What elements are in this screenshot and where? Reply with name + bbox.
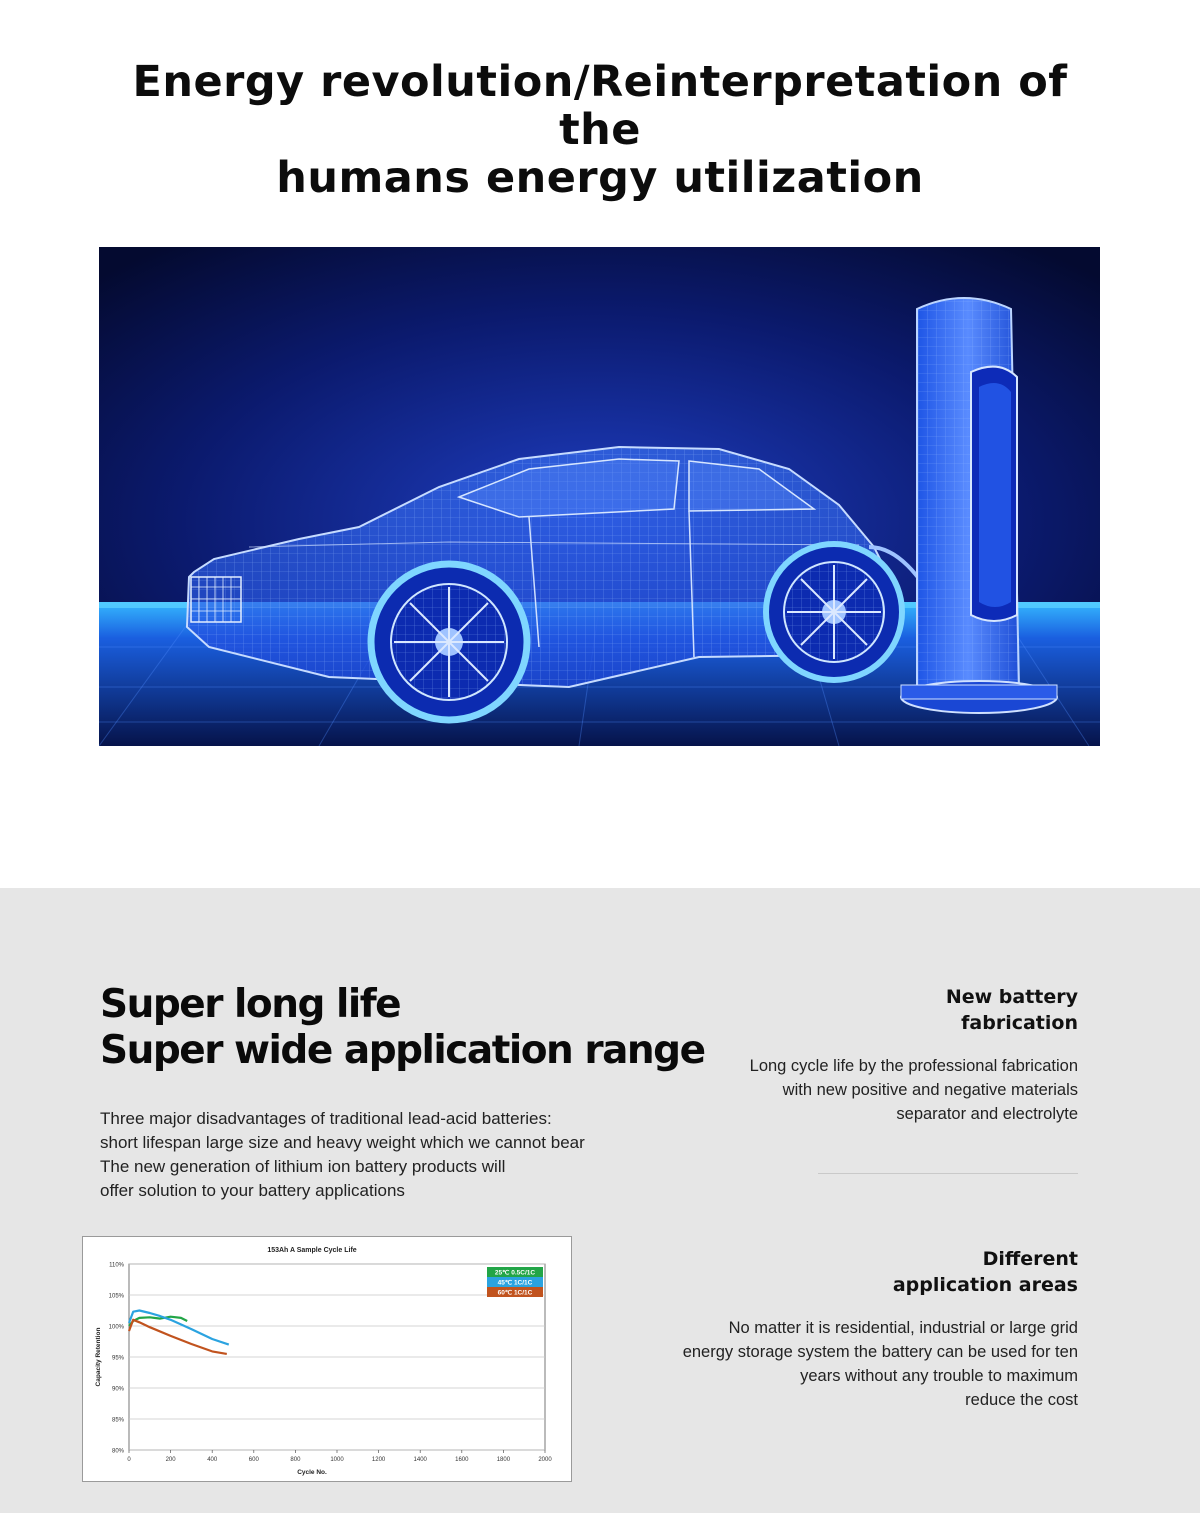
intro-text bbox=[100, 1107, 660, 1203]
x-tick-label: 400 bbox=[207, 1457, 218, 1463]
x-axis-label: Cycle No. bbox=[297, 1469, 327, 1476]
feature-text-line: reduce the cost bbox=[965, 1391, 1078, 1409]
hero-title bbox=[100, 58, 1100, 202]
headline-line-2: Super wide application range bbox=[100, 1028, 705, 1073]
y-tick-label: 80% bbox=[111, 1448, 124, 1455]
intro-line: offer solution to your battery applications bbox=[100, 1181, 405, 1200]
feature-title bbox=[618, 1246, 1078, 1298]
x-tick-label: 600 bbox=[248, 1457, 259, 1463]
chart-title: 153Ah A Sample Cycle Life bbox=[267, 1247, 357, 1254]
section-headline bbox=[100, 982, 705, 1074]
headline-line-1: Super long life bbox=[100, 982, 401, 1027]
hero-title-line-1: Energy revolution/Reinterpretation of the bbox=[132, 57, 1068, 155]
y-tick-label: 85% bbox=[111, 1417, 124, 1424]
feature-new-battery-fabrication bbox=[658, 984, 1078, 1126]
x-tick-label: 1000 bbox=[330, 1457, 344, 1463]
features-section bbox=[0, 888, 1200, 1513]
intro-line: Three major disadvantages of traditional lead-acid batteries: bbox=[100, 1109, 552, 1128]
feature-title bbox=[658, 984, 1078, 1036]
x-tick-label: 200 bbox=[165, 1457, 176, 1463]
legend-label: 25℃ 0.5C/1C bbox=[494, 1269, 536, 1277]
hero-image-ev-charging bbox=[99, 247, 1100, 746]
feature-text-line: separator and electrolyte bbox=[896, 1105, 1078, 1123]
x-tick-label: 1800 bbox=[496, 1457, 511, 1463]
cycle-life-chart bbox=[82, 1236, 572, 1482]
y-tick-label: 100% bbox=[108, 1324, 124, 1331]
rear-wheel bbox=[766, 544, 902, 680]
x-tick-label: 0 bbox=[127, 1457, 131, 1463]
feature-text-line: Long cycle life by the professional fabrication bbox=[749, 1057, 1078, 1075]
cycle-life-chart-svg bbox=[83, 1237, 571, 1481]
divider bbox=[818, 1173, 1078, 1174]
x-tick-label: 1600 bbox=[455, 1457, 469, 1463]
y-tick-label: 110% bbox=[109, 1262, 124, 1269]
legend-label: 45℃ 1C/1C bbox=[497, 1279, 533, 1287]
feature-title-line: application areas bbox=[892, 1274, 1078, 1296]
x-tick-label: 1400 bbox=[413, 1457, 427, 1463]
feature-text-line: years without any trouble to maximum bbox=[800, 1367, 1078, 1385]
legend-label: 60℃ 1C/1C bbox=[497, 1289, 533, 1297]
intro-line: short lifespan large size and heavy weight which we cannot bear bbox=[100, 1133, 585, 1152]
feature-title-line: fabrication bbox=[961, 1012, 1078, 1034]
front-wheel bbox=[371, 564, 527, 720]
y-tick-label: 105% bbox=[108, 1293, 124, 1300]
feature-text-line: energy storage system the battery can be used for ten bbox=[682, 1343, 1078, 1361]
y-tick-label: 95% bbox=[111, 1355, 124, 1362]
feature-text-line: No matter it is residential, industrial or large grid bbox=[728, 1319, 1078, 1337]
x-tick-label: 2000 bbox=[538, 1457, 552, 1463]
intro-line: The new generation of lithium ion battery products will bbox=[100, 1157, 506, 1176]
feature-title-line: New battery bbox=[945, 986, 1078, 1008]
feature-different-application-areas bbox=[618, 1246, 1078, 1412]
feature-text bbox=[658, 1054, 1078, 1126]
y-tick-label: 90% bbox=[111, 1386, 124, 1393]
y-axis-label: Capacity Retention bbox=[95, 1327, 102, 1387]
feature-text-line: with new positive and negative materials bbox=[782, 1081, 1078, 1099]
feature-title-line: Different bbox=[982, 1248, 1078, 1270]
x-tick-label: 800 bbox=[290, 1457, 301, 1463]
feature-text bbox=[618, 1316, 1078, 1412]
hero-title-line-2: humans energy utilization bbox=[276, 153, 924, 203]
x-tick-label: 1200 bbox=[371, 1457, 386, 1463]
car-wireframe-illustration bbox=[99, 247, 1100, 746]
